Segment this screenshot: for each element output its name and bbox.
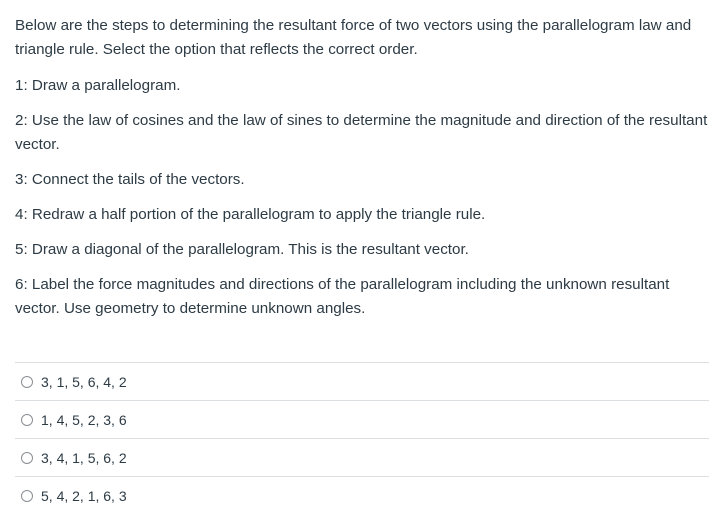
step-4: 4: Redraw a half portion of the parallelogram to apply the triangle rule. bbox=[15, 206, 486, 223]
answer-label: 3, 4, 1, 5, 6, 2 bbox=[41, 449, 127, 466]
radio-button-icon[interactable] bbox=[21, 452, 33, 464]
answer-label: 5, 4, 2, 1, 6, 3 bbox=[41, 487, 127, 504]
radio-button-icon[interactable] bbox=[21, 414, 33, 426]
answer-option-2[interactable] bbox=[15, 400, 709, 438]
answer-option-4[interactable] bbox=[15, 476, 709, 514]
radio-button-icon[interactable] bbox=[21, 490, 33, 502]
answer-option-1[interactable] bbox=[15, 362, 709, 400]
radio-button-icon[interactable] bbox=[21, 376, 33, 388]
question-intro: Below are the steps to determining the resultant force of two vectors using the parallelogram law and triangle rule. Select the option that reflects the correct order. bbox=[15, 17, 692, 58]
step-2: 2: Use the law of cosines and the law of sines to determine the magnitude and direction of the resultant vector. bbox=[15, 112, 708, 153]
step-5: 5: Draw a diagonal of the parallelogram. This is the resultant vector. bbox=[15, 241, 469, 258]
answer-label: 3, 1, 5, 6, 4, 2 bbox=[41, 373, 127, 390]
answer-label: 1, 4, 5, 2, 3, 6 bbox=[41, 411, 127, 428]
answer-options bbox=[15, 362, 709, 514]
step-1: 1: Draw a parallelogram. bbox=[15, 77, 181, 94]
step-6: 6: Label the force magnitudes and directions of the parallelogram including the unknown resultant vector. Use geometry to determine unknown angles. bbox=[15, 276, 670, 317]
step-3: 3: Connect the tails of the vectors. bbox=[15, 171, 245, 188]
answer-option-3[interactable] bbox=[15, 438, 709, 476]
